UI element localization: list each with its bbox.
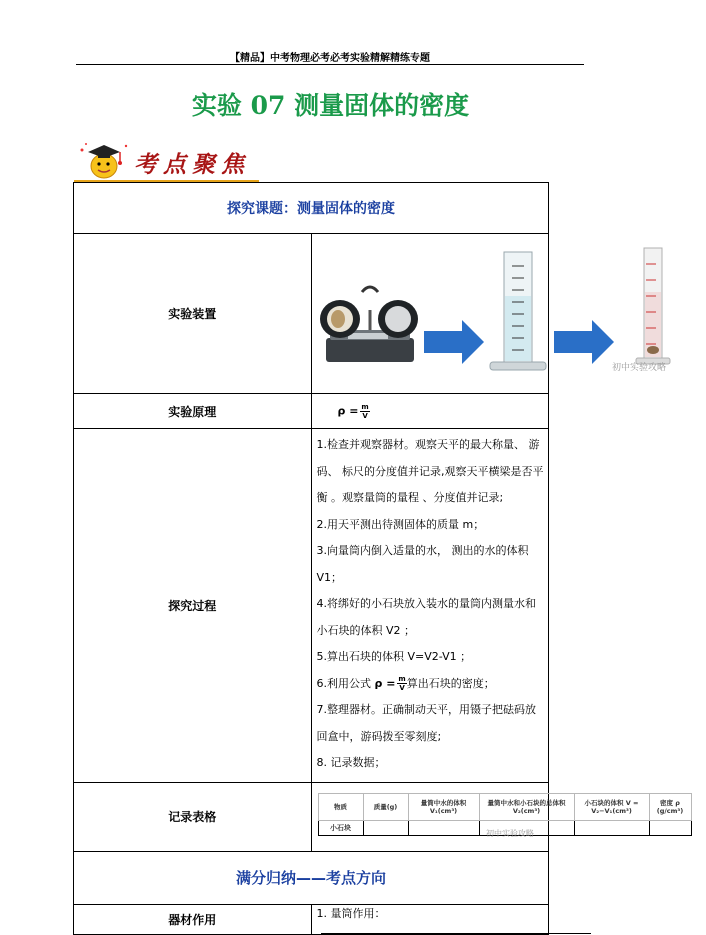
balance-scale-icon: [320, 287, 418, 362]
step6-prefix: 6.利用公式: [316, 676, 375, 690]
formula-fraction: [360, 403, 369, 420]
record-label: 记录表格: [74, 782, 312, 851]
record-header: 量筒中水的体积 V₁(cm³): [408, 793, 479, 820]
answer-blank[interactable]: [321, 923, 591, 934]
page-header: 【精品】中考物理必考必考实验精解精练专题: [230, 53, 430, 64]
procedure-steps: [311, 429, 549, 783]
experiment-table: [73, 182, 684, 935]
record-header: 量筒中水和小石块的总体积 V₂(cm³): [479, 793, 574, 820]
record-cell: [363, 820, 408, 835]
badge-text: 考点聚焦: [134, 151, 250, 178]
step-item: 2.用天平测出待测固体的质量 m；: [316, 517, 485, 531]
record-header: 物质: [318, 793, 363, 820]
instrument-item: 1. 量筒作用：: [316, 906, 386, 920]
record-table-cell: [311, 782, 684, 851]
record-header: 密度 ρ (g/cm³): [649, 793, 691, 820]
step-item: 3.向量筒内倒入适量的水， 测出的水的体积 V1；: [316, 544, 529, 584]
summary-title: 满分归纳——考点方向: [74, 851, 549, 904]
formula-lhs: ρ =: [337, 404, 359, 417]
subject-title: 探究课题：测量固体的密度: [74, 183, 549, 234]
record-cell: [408, 820, 479, 835]
record-header: 质量(g): [363, 793, 408, 820]
arrow-icon: [554, 320, 614, 364]
record-header: 小石块的体积 V = V₂−V₁(cm³): [574, 793, 649, 820]
apparatus-label: 实验装置: [74, 234, 312, 394]
step-item: 4.将绑好的小石块放入装水的量筒内测量水和小石块的体积 V2 ；: [316, 597, 536, 637]
step6-fraction: [397, 675, 406, 692]
instrument-fill: [311, 904, 549, 934]
step-item: 5.算出石块的体积 V=V2-V1 ；: [316, 650, 472, 663]
step-item: [317, 671, 545, 698]
formula-numerator: m: [361, 402, 369, 411]
kaodian-badge: [74, 140, 259, 182]
step6-suffix: 算出石块的密度；: [406, 676, 495, 690]
page-title: 实验 07 测量固体的密度: [191, 91, 470, 120]
step-item: 7.整理器材。正确制动天平，用镊子把砝码放回盒中，游码拨至零刻度;: [316, 703, 536, 743]
step-item: 8. 记录数据；: [316, 756, 386, 769]
header-rule: [76, 64, 584, 65]
principle-label: 实验原理: [74, 394, 312, 429]
record-cell: [574, 820, 649, 835]
watermark: 初中实验攻略: [486, 828, 534, 838]
principle-formula: [311, 394, 549, 429]
instrument-label: 器材作用: [74, 904, 312, 934]
watermark: 初中实验攻略: [611, 363, 666, 373]
arrow-icon: [424, 320, 484, 364]
record-cell: [649, 820, 691, 835]
record-cell: 小石块: [318, 820, 363, 835]
apparatus-image: [311, 234, 666, 394]
apparatus-illustration: [312, 234, 706, 389]
procedure-label: 探究过程: [74, 429, 312, 783]
formula-denominator: V: [362, 411, 368, 420]
step6-numerator: m: [398, 675, 406, 683]
step6-denominator: V: [399, 684, 405, 692]
step6-formula-lhs: ρ =: [374, 676, 396, 690]
cylinder-with-stone-icon: [636, 248, 670, 364]
graduate-mascot-icon: [81, 143, 128, 178]
step-item: 1.检查并观察器材。观察天平的最大称量、 游码、 标尺的分度值并记录,观察天平横梁是否平衡 。观察量筒的量程 、分度值并记录;: [316, 438, 544, 504]
graduated-cylinder-icon: [490, 252, 546, 370]
